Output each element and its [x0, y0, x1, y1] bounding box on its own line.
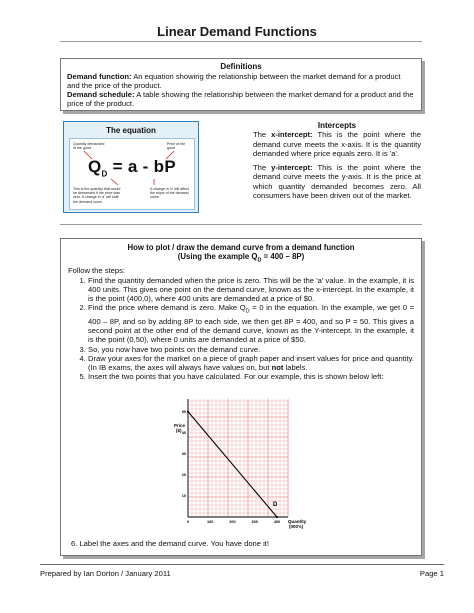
- demand-schedule-definition: [67, 90, 415, 108]
- x-intro: The: [253, 130, 272, 140]
- chart-ticks: [182, 410, 280, 524]
- y-tick-label: 20: [181, 473, 186, 478]
- step-4: [88, 354, 414, 372]
- definitions-heading: Definitions: [220, 62, 262, 71]
- step-1: 1. Find the quantity demanded when the price is zero. This will be the 'a' value. In the example, it is 400 units. This gives one point on the demand curve, known as the x-intercept. In the example, it is the point (400,0), where 400 units are demanded at a price of $0.: [88, 276, 414, 304]
- step-2: [88, 303, 414, 344]
- step-5: 5. Insert the two points that you have calculated. For our example, this is shown below left:: [88, 372, 414, 381]
- equation-panel: [63, 121, 199, 213]
- demand-curve-chart: [112, 377, 322, 529]
- demand-schedule-term: Demand schedule:: [67, 90, 135, 99]
- equation-formula: [70, 157, 194, 178]
- equation-heading: The equation: [106, 126, 156, 135]
- page-title: Linear Demand Functions: [157, 24, 317, 39]
- step4-bold: not: [271, 362, 284, 372]
- plot-heading-line1: How to plot / draw the demand curve from a demand function: [127, 243, 355, 252]
- x-intercept-text: This is the point where the demand curve meets the x-axis. It is the quantity demanded where price equals zero. It is 'a'.: [253, 130, 421, 158]
- label-price: Price of the good: [167, 142, 186, 151]
- y-intercept-paragraph: [253, 163, 421, 200]
- y-tick-label: 30: [181, 452, 186, 457]
- demand-curve-point: [276, 516, 278, 518]
- x-tick-label: 300: [251, 520, 258, 524]
- demand-function-text: An equation showing the relationship between the market demand for a product and the price of the product.: [67, 72, 401, 90]
- arrow-a: [111, 179, 118, 185]
- x-axis-label-line2: (000's): [289, 524, 304, 529]
- follow-steps: Follow the steps:: [68, 266, 125, 276]
- label-quantity-demanded: Quantity demanded of the good: [73, 142, 105, 151]
- chart-grid: [188, 399, 288, 517]
- formula-rest: = a - bP: [107, 157, 176, 176]
- demand-function-term: Demand function:: [67, 72, 132, 81]
- heading2-post: = 400 – 8P): [261, 252, 305, 262]
- title-rule: [60, 41, 422, 42]
- formula-subscript: D: [101, 169, 108, 179]
- note-a: This is the quantity that would be demanded if the price was zero. A change in 'a' will shift the demand curve.: [73, 187, 121, 204]
- y-tick-label: 40: [181, 431, 186, 436]
- note-b: A change in 'b' will affect the slope of the demand curve.: [150, 187, 189, 200]
- section-rule: [60, 224, 422, 225]
- x-tick-label: 0: [186, 520, 190, 524]
- x-intercept-paragraph: [253, 130, 421, 158]
- heading2-sub: D: [257, 257, 262, 264]
- formula-q: Q: [88, 157, 102, 176]
- y-axis-label-line1: Price: [174, 423, 186, 428]
- intercepts-section: [253, 121, 421, 205]
- demand-curve-label: D: [273, 502, 278, 508]
- demand-curve-line: [188, 412, 277, 517]
- footer-page-number: Page 1: [419, 569, 444, 578]
- demand-function-definition: [67, 72, 415, 90]
- y-axis-label-line2: ($): [176, 428, 182, 433]
- plot-heading-line2: [68, 252, 414, 266]
- demand-schedule-text: A table showing the relationship between the market demand for a product and the price of the product.: [67, 90, 414, 108]
- equation-diagram: [69, 138, 195, 210]
- step2-pre: Find the price where demand is zero. Make Q: [88, 303, 246, 313]
- x-intercept-term: x-intercept:: [271, 130, 313, 140]
- definitions-box: [60, 58, 422, 111]
- y-intercept-term: y-intercept:: [271, 163, 313, 173]
- x-tick-label: 100: [207, 520, 214, 524]
- demand-curve-point: [187, 411, 189, 413]
- footer-rule: [40, 564, 444, 565]
- step-6: 6. Label the axes and the demand curve. You have done it!: [71, 539, 270, 548]
- step2-sub: D: [245, 308, 250, 315]
- footer-author: Prepared by Ian Dorton / January 2011: [40, 569, 171, 578]
- y-intercept-text: This is the point where the demand curve meets the y-axis. It is the price at which quantity demanded becomes zero. All consumers have been driven out of the market.: [253, 163, 421, 201]
- steps-list: [68, 276, 414, 382]
- y-intro: The: [253, 163, 272, 173]
- heading2-pre: (Using the example Q: [177, 252, 258, 262]
- y-tick-label: 50: [181, 409, 186, 414]
- x-tick-label: 200: [229, 520, 236, 524]
- step4-pre: Draw your axes for the market on a piece of graph paper and insert values for price and quantity. (In IB exams, the axes will always have values on, but: [88, 353, 414, 372]
- x-axis-label-line1: Quantity: [288, 519, 307, 524]
- step2-post: = 0 in the equation. In the example, we get 0 = 400 – 8P, and so by adding 8P to each side, we then get 8P = 400, and so P = 50. This gives a second point at the other end of the demand curve, known as the Y-intercept. In the example, it is the point (0,50), where 0 units are demanded at a price of $50.: [88, 303, 415, 345]
- x-tick-label: 400: [273, 520, 281, 524]
- y-tick-label: 10: [181, 494, 186, 499]
- chart-series: [187, 411, 278, 519]
- intercepts-heading: Intercepts: [317, 121, 357, 130]
- step-3: 3. So, you now have two points on the demand curve.: [88, 345, 414, 354]
- step4-post: labels.: [283, 362, 308, 372]
